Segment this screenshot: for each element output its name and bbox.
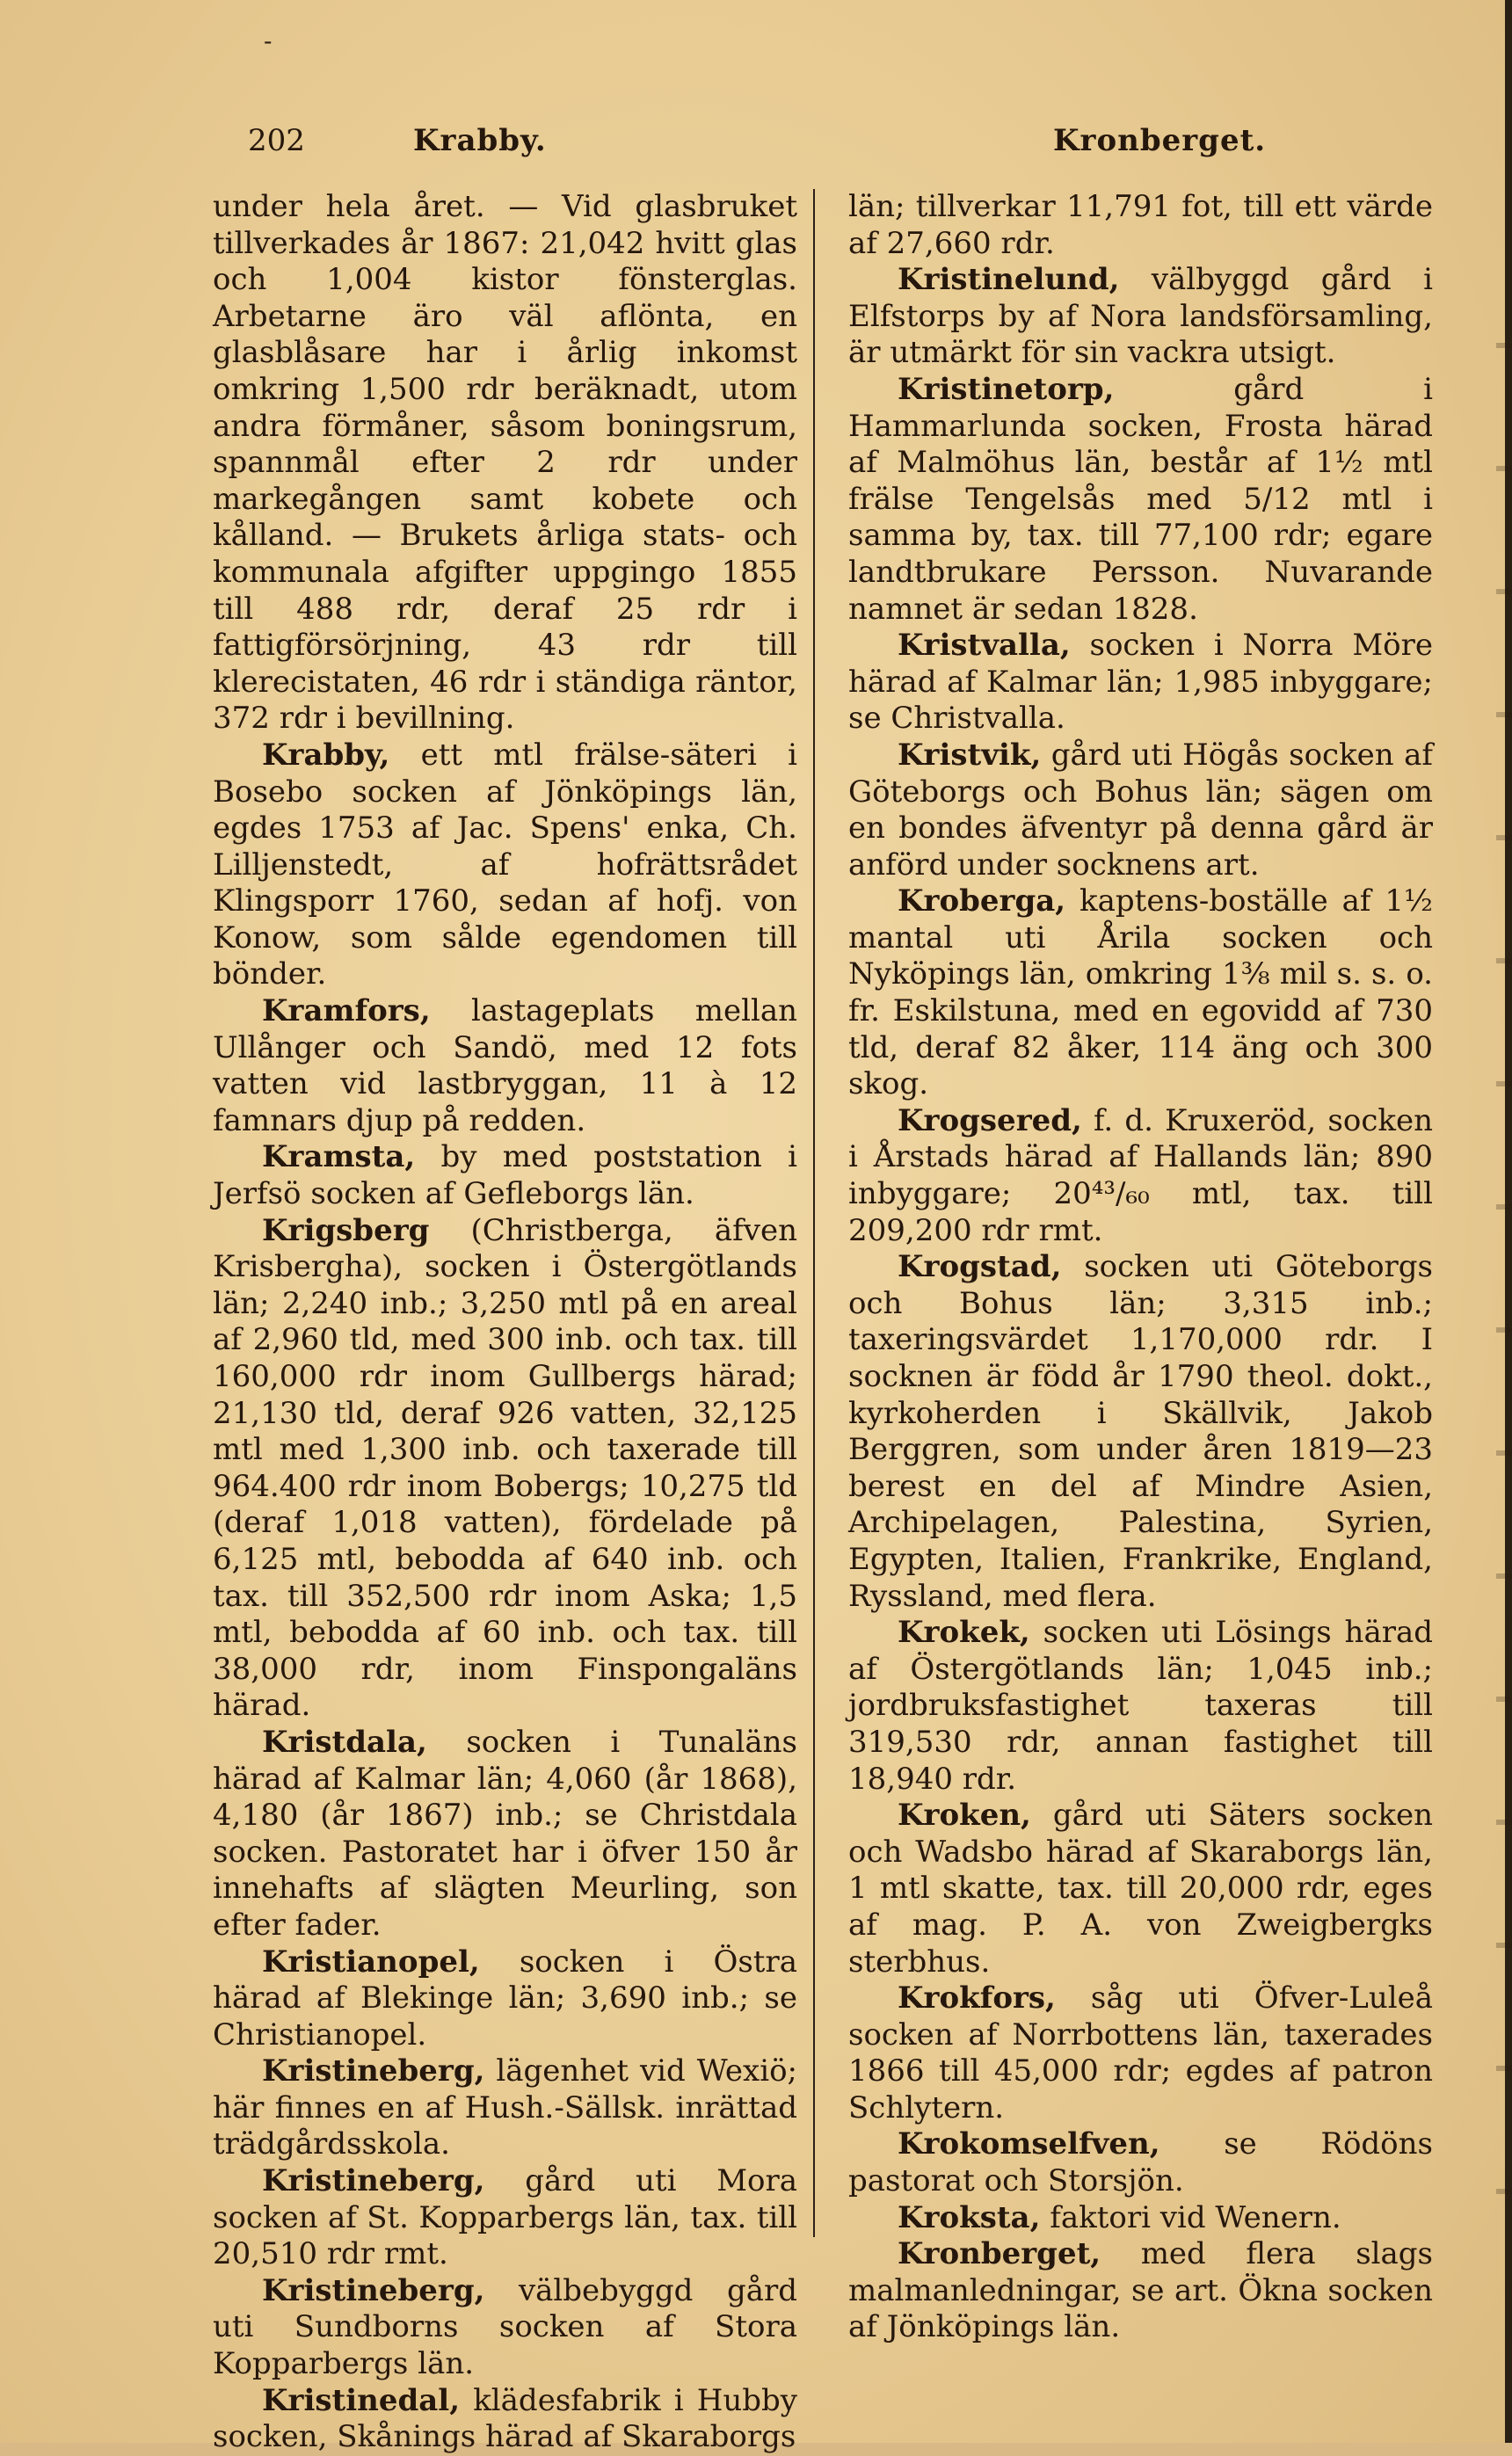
- entry-text: lastageplats mellan Ullånger och Sandö, med 12 fots vatten vid lastbryggan, 11 à 12 famnars djup på redden.: [213, 993, 797, 1138]
- entry-krogstad: [848, 1249, 1433, 1615]
- entry-krokfors: [848, 1980, 1433, 2126]
- entry-headword: Kristineberg,: [262, 2163, 485, 2199]
- entry-headword: Krigsberg: [262, 1212, 430, 1248]
- entry-text: socken i Östra härad af Blekinge län; 3,690 inb.; se Christianopel.: [213, 1944, 797, 2053]
- entry-krokomselfven: [848, 2126, 1433, 2199]
- entry-text: faktori vid Wenern.: [1050, 2199, 1341, 2235]
- entry-text: under hela året. — Vid glasbruket tillverkades år 1867: 21,042 hvitt glas och 1,004 kistor fönsterglas. Arbetarne äro väl aflönta, en glasblåsare har i årlig inkomst omkring 1,500 rdr beräknadt, utom andra förmåner, såsom boningsrum, spannmål efter 2 rdr under markegången samt kobete och kålland. — Brukets årliga stats- och kommunala afgifter uppgingo 1855 till 488 rdr, deraf 25 rdr i fattigförsörjning, 43 rdr till klerecistaten, 46 rdr i ständiga räntor, 372 rdr i bevillning.: [213, 189, 797, 737]
- entry-krokek: [848, 1615, 1433, 1798]
- entry-headword: Krogstad,: [898, 1249, 1062, 1285]
- entry-headword: Kronberget,: [898, 2236, 1101, 2272]
- entry-headword: Krokek,: [898, 1615, 1030, 1651]
- column-divider: [813, 189, 815, 2237]
- entry-kristinetorp: [848, 372, 1433, 628]
- left-running-headword: Krabby.: [413, 123, 547, 158]
- entry-text: socken i Tunaläns härad af Kalmar län; 4,060 (år 1868), 4,180 (år 1867) inb.; se Christdala socken. Pastoratet har i öfver 150 år innehafts af slägten Meurling, son efter fader.: [213, 1724, 797, 1943]
- entry-kristinelund: [848, 262, 1433, 372]
- left-column: [213, 189, 797, 2456]
- entry-headword: Kristinedal,: [262, 2382, 461, 2418]
- entry-text: såg uti Öfver-Luleå socken af Norrbottens län, taxerades 1866 till 45,000 rdr; egdes af patron Schlytern.: [848, 1980, 1433, 2125]
- entry-text: by med poststation i Jerfsö socken af Gefleborgs län.: [213, 1139, 798, 1212]
- entry-continuation: [848, 189, 1433, 262]
- entry-krabby: [213, 738, 797, 993]
- entry-kristinedal: [213, 2383, 797, 2456]
- page-number: 202: [248, 123, 305, 158]
- entry-kroken: [848, 1798, 1433, 1980]
- entry-kristvik: [848, 738, 1433, 883]
- running-header: [0, 123, 1512, 176]
- entry-headword: Kristinelund,: [898, 262, 1120, 298]
- entry-text: f. d. Kruxeröd, socken i Årstads härad af Hallands län; 890 inbyggare; 20⁴³/₆₀ mtl, tax. till 209,200 rdr rmt.: [848, 1102, 1433, 1248]
- entry-text: välbebyggd gård uti Sundborns socken af Stora Kopparbergs län.: [213, 2272, 797, 2382]
- right-column: [848, 189, 1433, 2346]
- entry-text: lägenhet vid Wexiö; här finnes en af Hush.-Sällsk. inrättad trädgårdsskola.: [213, 2053, 798, 2162]
- entry-text: se Rödöns pastorat och Storsjön.: [848, 2126, 1433, 2199]
- entry-text: socken uti Göteborgs och Bohus län; 3,315 inb.; taxeringsvärdet 1,170,000 rdr. I socknen är född år 1790 theol. dokt., kyrkoherden i Skällvik, Jakob Berggren, som under åren 1819—23 berest en del af Mindre Asien, Archipelagen, Palestina, Syrien, Egypten, Italien, Frankrike, England, Ryssland, med flera.: [848, 1249, 1434, 1614]
- entry-krogsered: [848, 1103, 1433, 1249]
- entry-text: välbyggd gård i Elfstorps by af Nora landsförsamling, är utmärkt för sin vackra utsigt.: [848, 262, 1433, 371]
- entry-kristdala: [213, 1725, 797, 1944]
- entry-text: län; tillverkar 11,791 fot, till ett värde af 27,660 rdr.: [848, 189, 1433, 261]
- entry-text: gård uti Mora socken af St. Kopparbergs län, tax. till 20,510 rdr rmt.: [213, 2163, 797, 2272]
- entry-headword: Krogsered,: [898, 1102, 1082, 1138]
- entry-headword: Krokomselfven,: [898, 2126, 1160, 2162]
- entry-headword: Kristinetorp,: [898, 371, 1115, 407]
- entry-kristineberg-2: [213, 2163, 797, 2273]
- entry-headword: Kramsta,: [262, 1139, 416, 1175]
- print-mark: -: [264, 26, 273, 55]
- entry-kronberget: [848, 2236, 1433, 2346]
- entry-continuation: [213, 189, 797, 738]
- entry-text: gård uti Högås socken af Göteborgs och Bohus län; sägen om en bondes äfventyr på denna gård är anförd under socknens art.: [848, 737, 1433, 883]
- right-running-headword: Kronberget.: [1053, 123, 1267, 158]
- entry-headword: Kroberga,: [898, 883, 1066, 919]
- entry-text: (Christberga, äfven Krisbergha), socken i Östergötlands län; 2,240 inb.; 3,250 mtl på en areal af 2,960 tld, med 300 inb. och tax. till 160,000 rdr inom Gullbergs härad; 21,130 tld, deraf 926 vatten, 32,125 mtl med 1,300 inb. och taxerade till 964.400 rdr inom Bobergs; 10,275 tld (deraf 1,018 vatten), fördelade på 6,125 mtl, bebodda af 640 inb. och tax. till 352,500 rdr inom Aska; 1,5 mtl, bebodda af 60 inb. och tax. till 38,000 rdr, inom Finspongaläns härad.: [213, 1212, 797, 1724]
- entry-kramsta: [213, 1139, 797, 1212]
- entry-kramfors: [213, 993, 797, 1139]
- entry-kroberga: [848, 883, 1433, 1103]
- entry-kristvalla: [848, 628, 1433, 738]
- entry-headword: Kristineberg,: [262, 2272, 485, 2308]
- entry-headword: Kristdala,: [262, 1724, 427, 1760]
- entry-text: kaptens-boställe af 1½ mantal uti Årila socken och Nyköpings län, omkring 1⅜ mil s. s. o. fr. Eskilstuna, med en egovidd af 730 tld, deraf 82 åker, 114 äng och 300 skog.: [848, 883, 1433, 1102]
- entry-headword: Kristineberg,: [262, 2053, 485, 2089]
- entry-text: gård uti Säters socken och Wadsbo härad af Skaraborgs län, 1 mtl skatte, tax. till 20,000 rdr, eges af mag. P. A. von Zweigbergks sterbhus.: [848, 1798, 1433, 1980]
- entry-text: socken i Norra Möre härad af Kalmar län; 1,985 inbyggare; se Christvalla.: [848, 628, 1433, 737]
- entry-headword: Kroken,: [898, 1798, 1031, 1834]
- entry-headword: Kristvalla,: [898, 628, 1071, 664]
- entry-kroksta: [848, 2200, 1433, 2237]
- entry-headword: Krabby,: [262, 737, 390, 773]
- entry-kristineberg-3: [213, 2273, 797, 2383]
- entry-text: med flera slags malmanledningar, se art. Ökna socken af Jönköpings län.: [848, 2236, 1434, 2345]
- entry-headword: Kristianopel,: [262, 1944, 480, 1980]
- entry-headword: Krokfors,: [898, 1980, 1056, 2016]
- entry-text: ett mtl frälse-säteri i Bosebo socken af Jönköpings län, egdes 1753 af Jac. Spens' enka, Ch. Lilljenstedt, af hofrättsrådet Klingsporr 1760, sedan af hofj. von Konow, som sålde egendomen till bönder.: [213, 737, 797, 992]
- adjacent-page-fragment: [1496, 290, 1512, 2224]
- entry-kristineberg-1: [213, 2053, 797, 2163]
- entry-headword: Kristvik,: [898, 737, 1042, 773]
- entry-text: gård i Hammarlunda socken, Frosta härad af Malmöhus län, består af 1½ mtl frälse Tengelsås med 5/12 mtl i samma by, tax. till 77,100 rdr; egare landtbrukare Persson. Nuvarande namnet är sedan 1828.: [848, 371, 1434, 627]
- entry-text: socken uti Lösings härad af Östergötlands län; 1,045 inb.; jordbruksfastighet taxeras till 319,530 rdr, annan fastighet till 18,940 rdr.: [848, 1615, 1433, 1797]
- entry-kristianopel: [213, 1944, 797, 2054]
- entry-headword: Kramfors,: [262, 993, 431, 1029]
- entry-headword: Kroksta,: [898, 2199, 1041, 2235]
- entry-text: klädesfabrik i Hubby socken, Skånings härad af Skaraborgs: [213, 2382, 797, 2455]
- entry-krigsberg: [213, 1213, 797, 1725]
